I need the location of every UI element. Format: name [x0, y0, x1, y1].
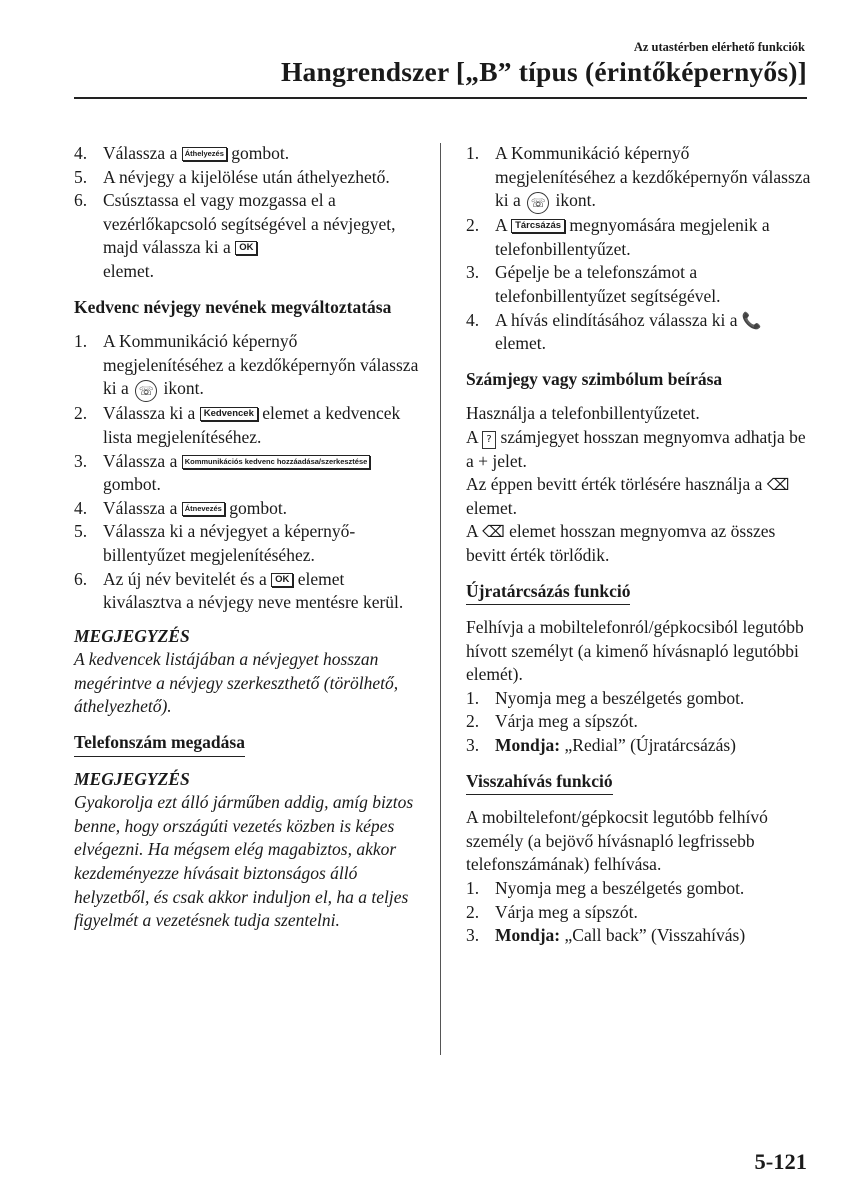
step-text: A hívás elindításához válassza ki a [495, 309, 738, 330]
section-heading-redial: Újratárcsázás funkció [466, 580, 630, 606]
step-text: A Kommunikáció képernyő megjelenítéséhez a kezdőképernyőn válassza ki a [495, 143, 811, 211]
step-number: 3. [466, 262, 480, 283]
paragraph-text: elemet. [466, 497, 518, 518]
kedvencek-button[interactable]: Kedvencek [200, 407, 258, 421]
page-title: Hangrendszer [„B” típus (érintőképernyős)] [280, 56, 807, 87]
step-number: 2. [466, 901, 480, 922]
step-number: 5. [74, 166, 88, 187]
step-text: Válassza a [103, 450, 178, 471]
right-steps-c [466, 877, 811, 948]
right-steps-b [466, 687, 811, 758]
step-text: Várja meg a sípszót. [495, 901, 638, 922]
paragraph-text: Az éppen bevitt érték törlésére használja a [466, 474, 763, 495]
step-text: Válassza ki a névjegyet a képernyő-billentyűzet megjelenítéséhez. [103, 521, 356, 565]
step-text: gombot. [229, 497, 288, 518]
step-number: 2. [466, 711, 480, 732]
step-text: Várja meg a sípszót. [495, 711, 638, 732]
paragraph: Használja a telefonbillentyűzetet. [466, 403, 700, 424]
step-text: gombot. [103, 474, 161, 495]
paragraph-text: számjegyet hosszan megnyomva adhatja be a + jelet. [466, 426, 806, 471]
step-number: 3. [466, 735, 480, 756]
step-text: Válassza a [103, 143, 178, 163]
section-heading-phone-number: Telefonszám megadása [74, 731, 245, 757]
paragraph [466, 473, 811, 520]
step-text: elemet a kedvencek lista megjelenítéséhez. [103, 403, 401, 447]
step-number: 3. [74, 450, 88, 471]
step-number: 4. [466, 309, 480, 330]
step-text: elemet. [103, 260, 155, 281]
list-item [74, 568, 419, 615]
section-heading-callback: Visszahívás funkció [466, 770, 613, 796]
list-item [466, 901, 811, 925]
list-item [466, 214, 811, 261]
step-text: Csúsztassa el vagy mozgassa el a vezérlőkapcsoló segítségével a névjegyet, majd válassza ki a [103, 190, 396, 258]
step-text: Nyomja meg a beszélgetés gombot. [495, 687, 745, 708]
step-number: 3. [466, 925, 480, 946]
add-edit-favorite-button[interactable]: Kommunikációs kedvenc hozzáadása/szerkesztése [182, 455, 371, 469]
step-number: 1. [466, 687, 480, 708]
step-number: 6. [74, 190, 88, 211]
backspace-icon[interactable]: ⌫ [482, 522, 505, 542]
page-number: 5-121 [754, 1149, 807, 1174]
left-steps-b [74, 330, 419, 615]
communication-icon[interactable]: ☏ [527, 192, 549, 214]
step-number: 4. [74, 497, 88, 518]
step-text: Gépelje be a telefonszámot a telefonbillentyűzet segítségével. [495, 262, 721, 306]
note-text: Gyakorolja ezt álló járműben addig, amíg biztos benne, hogy országúti vezetés közben is képes elvégezni. Ha mégsem elég magabiztos, akkor kezdeményezze hívásait biztonságos álló helyzetből, és csak akkor induljon el, ha a teljes figyelmét a vezetésnek tudja szentelni. [74, 792, 414, 931]
list-item [466, 687, 811, 711]
atnevezes-button[interactable]: Átnevezés [182, 502, 225, 516]
step-text: Nyomja meg a beszélgetés gombot. [495, 878, 745, 899]
list-item [466, 261, 811, 308]
step-text: „Call back” (Visszahívás) [564, 925, 746, 946]
ok-button[interactable]: OK [235, 241, 257, 255]
list-item [466, 924, 811, 948]
paragraph-text: A [466, 521, 478, 542]
list-item [74, 166, 419, 190]
phone-icon[interactable]: 📞 [741, 310, 762, 330]
ok-button[interactable]: OK [271, 573, 293, 587]
paragraph: Felhívja a mobiltelefonról/gépkocsiból legutóbb hívott személyt (a kimenő hívásnapló legutóbbi elemét). [466, 617, 804, 685]
step-number: 6. [74, 568, 88, 589]
step-text: elemet. [495, 333, 547, 354]
step-text: gombot. [231, 143, 290, 163]
step-text: A [495, 215, 507, 236]
keypad-key-icon[interactable]: ? [482, 431, 496, 449]
step-number: 1. [74, 331, 88, 352]
step-number: 2. [466, 215, 480, 236]
section-heading-favorite-rename: Kedvenc névjegy nevének megváltoztatása [74, 296, 392, 317]
left-steps-a [74, 142, 419, 284]
paragraph-text: A [466, 426, 478, 447]
section-heading-digit-entry: Számjegy vagy szimbólum beírása [466, 368, 723, 389]
step-number: 1. [466, 878, 480, 899]
step-text: „Redial” (Újratárcsázás) [564, 735, 737, 756]
list-item [466, 142, 811, 214]
list-item [74, 142, 419, 166]
step-number: 4. [74, 143, 88, 163]
note-title: MEGJEGYZÉS [74, 625, 190, 646]
list-item [466, 877, 811, 901]
step-text: Válassza a [103, 497, 178, 518]
list-item [466, 734, 811, 758]
note-title: MEGJEGYZÉS [74, 768, 190, 789]
list-item [74, 497, 419, 521]
step-text: A névjegy a kijelölése után áthelyezhető. [103, 166, 390, 187]
step-number: 2. [74, 403, 88, 424]
step-text: megnyomására megjelenik a telefonbillentyűzet. [495, 215, 770, 259]
paragraph [466, 426, 811, 473]
list-item [74, 330, 419, 402]
note-text: A kedvencek listájában a névjegyet hosszan megérintve a névjegy szerkeszthető (törölhető, áthelyezhető). [74, 649, 399, 717]
step-text: A Kommunikáció képernyő megjelenítéséhez a kezdőképernyőn válassza ki a [103, 331, 419, 399]
list-item [466, 710, 811, 734]
step-text: Az új név bevitelét és a [103, 568, 267, 589]
step-text: Válassza ki a [103, 403, 196, 424]
list-item [74, 402, 419, 449]
paragraph-text: elemet hosszan megnyomva az összes bevitt érték törlődik. [466, 521, 776, 565]
column-divider [440, 143, 441, 1055]
step-text: elemet kiválasztva a névjegy neve mentésre kerül. [103, 568, 404, 613]
list-item [74, 189, 419, 283]
list-item [466, 309, 811, 356]
step-bold-text: Mondja: [495, 925, 561, 946]
paragraph: A mobiltelefont/gépkocsit legutóbb felhívó személy (a bejövő hívásnapló legfrissebb telefonszámának) felhívása. [466, 807, 768, 875]
header-rule [74, 97, 807, 99]
step-bold-text: Mondja: [495, 735, 561, 756]
step-text: ikont. [163, 378, 204, 399]
list-item [74, 450, 419, 497]
backspace-icon[interactable]: ⌫ [766, 475, 790, 495]
communication-icon[interactable]: ☏ [135, 380, 157, 402]
step-number: 5. [74, 521, 88, 542]
right-column [466, 142, 811, 948]
step-text: ikont. [555, 190, 596, 211]
left-column [74, 142, 419, 933]
athelyezes-button[interactable]: Áthelyezés [182, 147, 227, 161]
right-steps-a [466, 142, 811, 356]
step-number: 1. [466, 143, 480, 163]
list-item [74, 520, 419, 567]
paragraph [466, 520, 811, 567]
tarcsazas-button[interactable]: Tárcsázás [511, 219, 565, 233]
header-section: Az utastérben elérhető funkciók [633, 40, 805, 54]
